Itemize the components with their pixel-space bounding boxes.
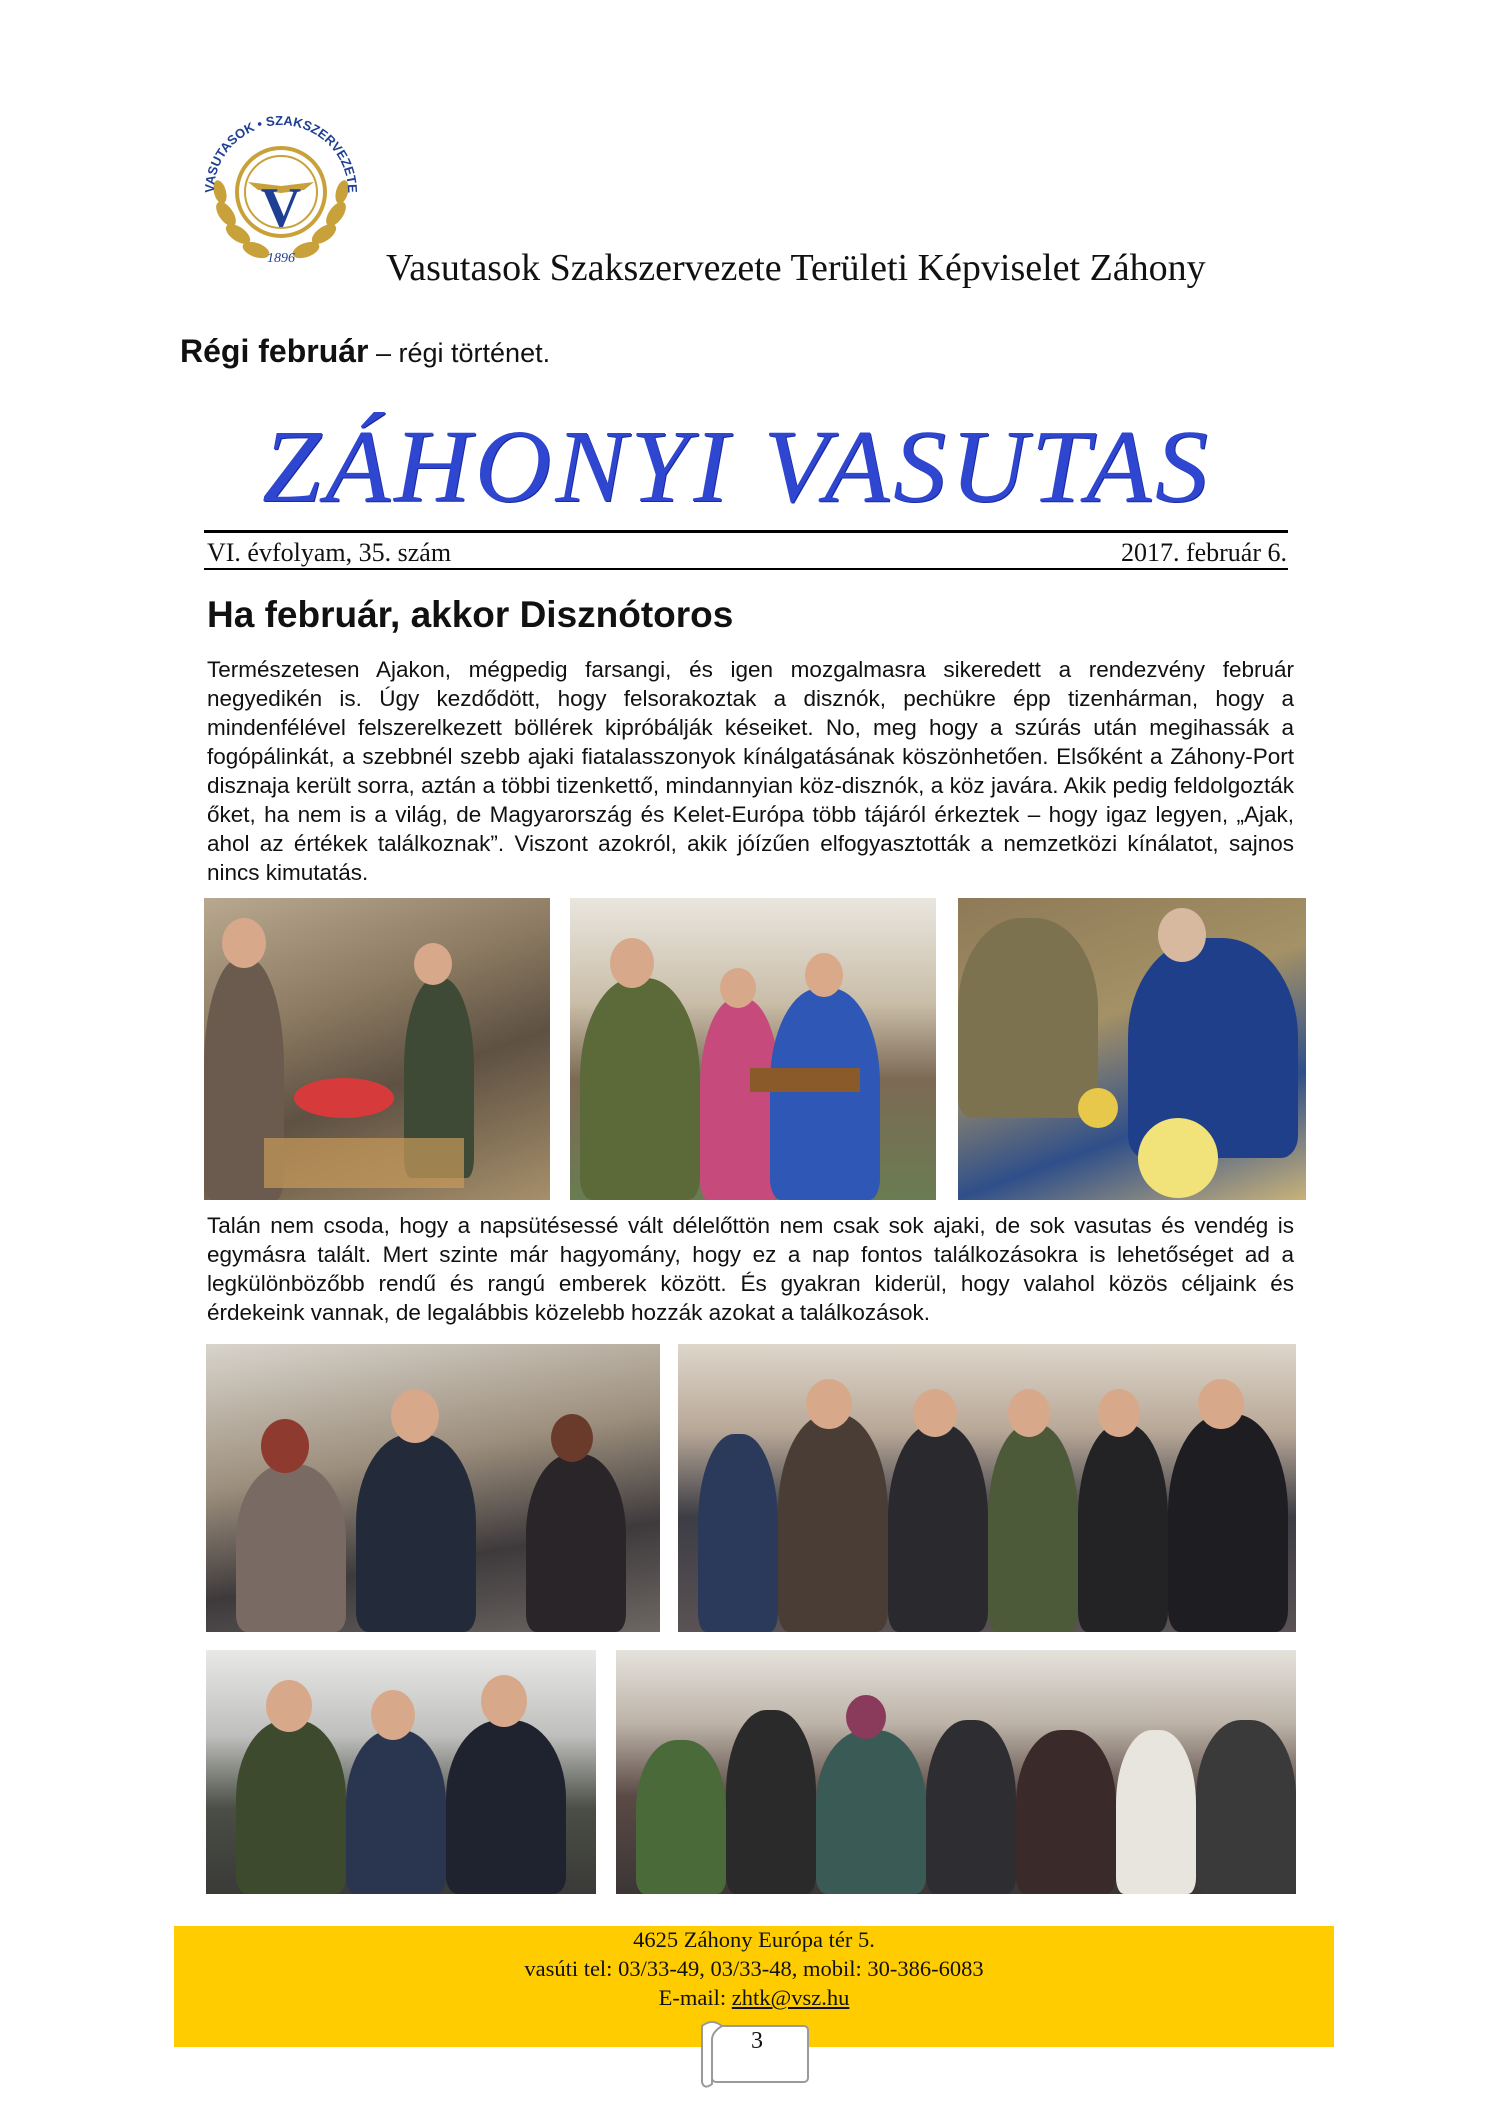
photo-crowd xyxy=(616,1650,1296,1894)
issue-date: 2017. február 6. xyxy=(1120,538,1287,567)
footer-email-link[interactable]: zhtk@vsz.hu xyxy=(731,1985,850,2010)
article-headline: Ha február, akkor Disznótoros xyxy=(207,594,734,635)
issue-number: VI. évfolyam, 35. szám xyxy=(207,538,452,567)
photo-pig-slaughter xyxy=(204,898,550,1200)
logo-letter: V xyxy=(260,177,302,239)
article-paragraph-1: Természetesen Ajakon, mégpedig farsangi, és igen mozgalmasra sikeredett a rendezvény február negyedikén is. Úgy kezdődött, hogy felsorakoztak a disznók, pechükre épp tizenhárman, hogy a mindenfélével felszerelkezett böllérek kipróbálják késeiket. No, meg hogy a szúrás után megihassák a fogópálinkát, a szebbnél szebb ajaki fiatalasszonyok kínálgatásának köszönhetően. Elsőként a Záhony-Port disznaja került sorra, aztán a többi tizenkettő, mindannyian köz-disznók, a köz javára. Akik pedig feldolgozták őket, ha nem is a világ, de Magyarország és Kelet-Európa több tájáról érkeztek – hogy igaz legyen, „Ajak, ahol az értékek találkoznak”. Viszont azokról, akik jóízűen elfogyasztották a nemzetközi kínálatot, sajnos nincs kimutatás. xyxy=(207,657,1294,885)
footer-email-line xyxy=(174,1985,1334,2011)
photo-group-railway-workers xyxy=(678,1344,1296,1632)
subtitle-bold: Régi február xyxy=(180,333,369,369)
masthead-rule-top xyxy=(204,530,1288,533)
newspaper-masthead: ZÁHONYI VASUTAS xyxy=(262,409,1213,524)
footer-email-label: E-mail: xyxy=(658,1985,732,2010)
masthead-rule-bottom xyxy=(204,568,1288,570)
photo-three-men xyxy=(206,1650,596,1894)
footer-address: 4625 Záhony Európa tér 5. xyxy=(633,1927,875,1952)
photo-women-offering-palinka xyxy=(570,898,936,1200)
article-paragraph-2: Talán nem csoda, hogy a napsütésessé vált délelőttön nem csak sok ajaki, de sok vasutas és vendég is egymásra talált. Mert szinte már hagyomány, hogy ez a nap fontos találkozásokra is lehetőséget ad a legkülönbözőbb rendű és rangú emberek között. És gyakran kiderül, hogy valahol közös céljaink és érdekeink vannak, de legalábbis közelebb hozzák azokat a találkozások. xyxy=(207,1213,1294,1325)
subtitle-rest: – régi történet. xyxy=(368,338,551,368)
union-logo xyxy=(186,94,376,284)
footer-phones: vasúti tel: 03/33-49, 03/33-48, mobil: 30-386-6083 xyxy=(524,1956,984,1981)
photo-conversation xyxy=(206,1344,660,1632)
logo-year: 1896 xyxy=(267,251,295,266)
organization-title: Vasutasok Szakszervezete Területi Képviselet Záhony xyxy=(386,247,1206,289)
logo-ring-text: VASUTASOK • SZAKSZERVEZETE xyxy=(201,112,361,194)
photo-man-with-bowl xyxy=(958,898,1306,1200)
page-subtitle xyxy=(180,333,550,370)
page-number: 3 xyxy=(751,2028,763,2054)
